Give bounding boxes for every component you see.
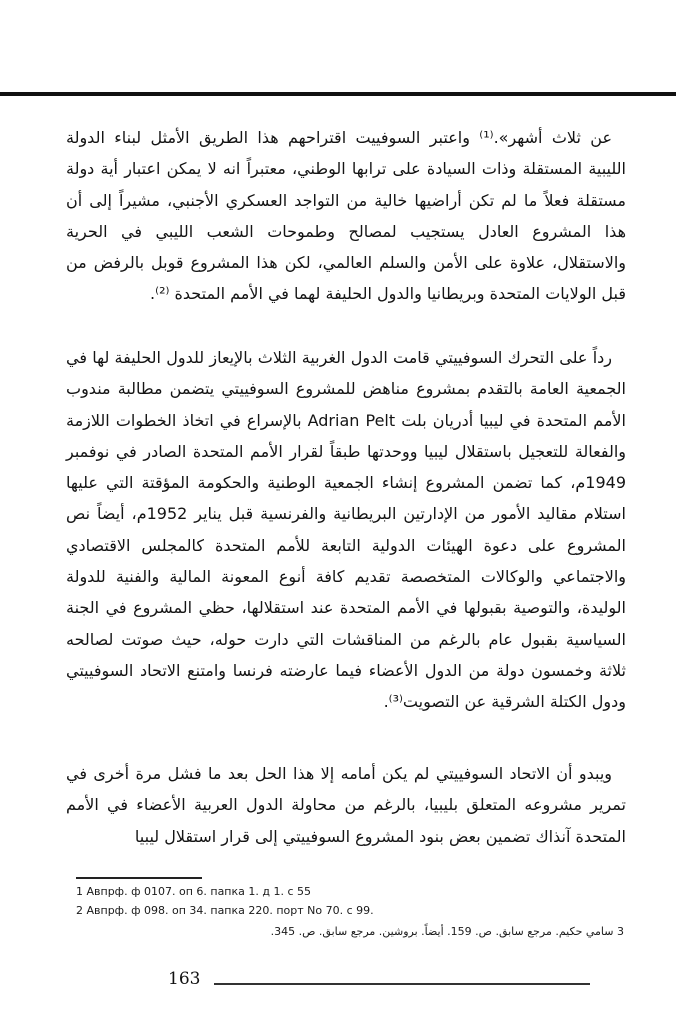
footnote-2: 2 Авпрф. ф 098. оп 34. папка 220. порт No 70. с 99. xyxy=(76,904,374,917)
page-number: 163 xyxy=(168,969,201,989)
footnote-3: 3 سامي حكيم. مرجع سابق. ص. 159. أيضاً. بروشين. مرجع سابق. ص. 345. xyxy=(270,925,624,938)
paragraph-text: ويبدو أن الاتحاد السوفييتي لم يكن أمامه إلا هذا الحل بعد ما فشل مرة أخرى في تمرير مشروعه المتعلق بليبيا، بالرغم من محاولة الدول العربية الأعضاء في الأمم المتحدة آنذاك تضمين بعض بنود المشروع السوفييتي إلى قرار استقلال ليبيا xyxy=(66,764,626,846)
footnote-separator xyxy=(76,877,202,879)
header-rule xyxy=(0,92,676,96)
body-paragraph-1 xyxy=(66,122,626,310)
footnote-1: 1 Авпрф. ф 0107. оп 6. папка 1. д 1. с 55 xyxy=(76,885,312,898)
body-paragraph-2 xyxy=(66,342,626,718)
body-paragraph-3 xyxy=(66,758,626,852)
paragraph-text: عن ثلاث أشهر».⁽¹⁾ واعتبر السوفييت اقتراحهم هذا الطريق الأمثل لبناء الدولة الليبية المستقلة وذات السيادة على ترابها الوطني، معتبراً انه لا يمكن اعتبار أية دولة مستقلة فعلاً ما لم تكن أراضيها خالية من التواجد العسكري الأجنبي، مشيراً إلى أن هذا المشروع العادل يستجيب لمصالح وطموحات الشعب الليبي في الحرية والاستقلال، علاوة على الأمن والسلم العالمي، لكن هذا المشروع قوبل بالرفض من قبل الولايات المتحدة وبريطانيا والدول الحليفة لهما في الأمم المتحدة ⁽²⁾. xyxy=(66,128,626,304)
paragraph-text: رداً على التحرك السوفييتي قامت الدول الغربية الثلاث بالإيعاز للدول الحليفة لها في الجمعية العامة بالتقدم بمشروع مناهض للمشروع السوفييتي يتضمن مطالبة مندوب الأمم المتحدة في ليبيا أدريان بلت Adrian Pelt بالإسراع في اتخاذ الخطوات اللازمة والفعالة للتعجيل باستقلال ليبيا ووحدتها طبقاً لقرار الأمم المتحدة الصادر في نوفمبر 1949م، كما تضمن المشروع إنشاء الجمعية الوطنية والحكومة المؤقتة التي عليها استلام مقاليد الأمور من الإدارتين البريطانية والفرنسية قبل يناير 1952م، أيضاً نص المشروع على دعوة الهيئات الدولية التابعة للأمم المتحدة كالمجلس الاقتصادي والاجتماعي والوكالات المتخصصة تقديم كافة أنوع المعونة المالية والفنية للدولة الوليدة، والتوصية بقبولها في الأمم المتحدة عند استقلالها، حظي المشروع في الجنة السياسية بقبول عام بالرغم من المناقشات التي دارت حوله، حيث صوتت لصالحه ثلاثة وخمسون دولة من الدول الأعضاء فيما عارضته فرنسا وامتنع الاتحاد السوفييتي ودول الكتلة الشرقية عن التصويت⁽³⁾. xyxy=(66,348,626,712)
footer-rule xyxy=(214,983,590,985)
